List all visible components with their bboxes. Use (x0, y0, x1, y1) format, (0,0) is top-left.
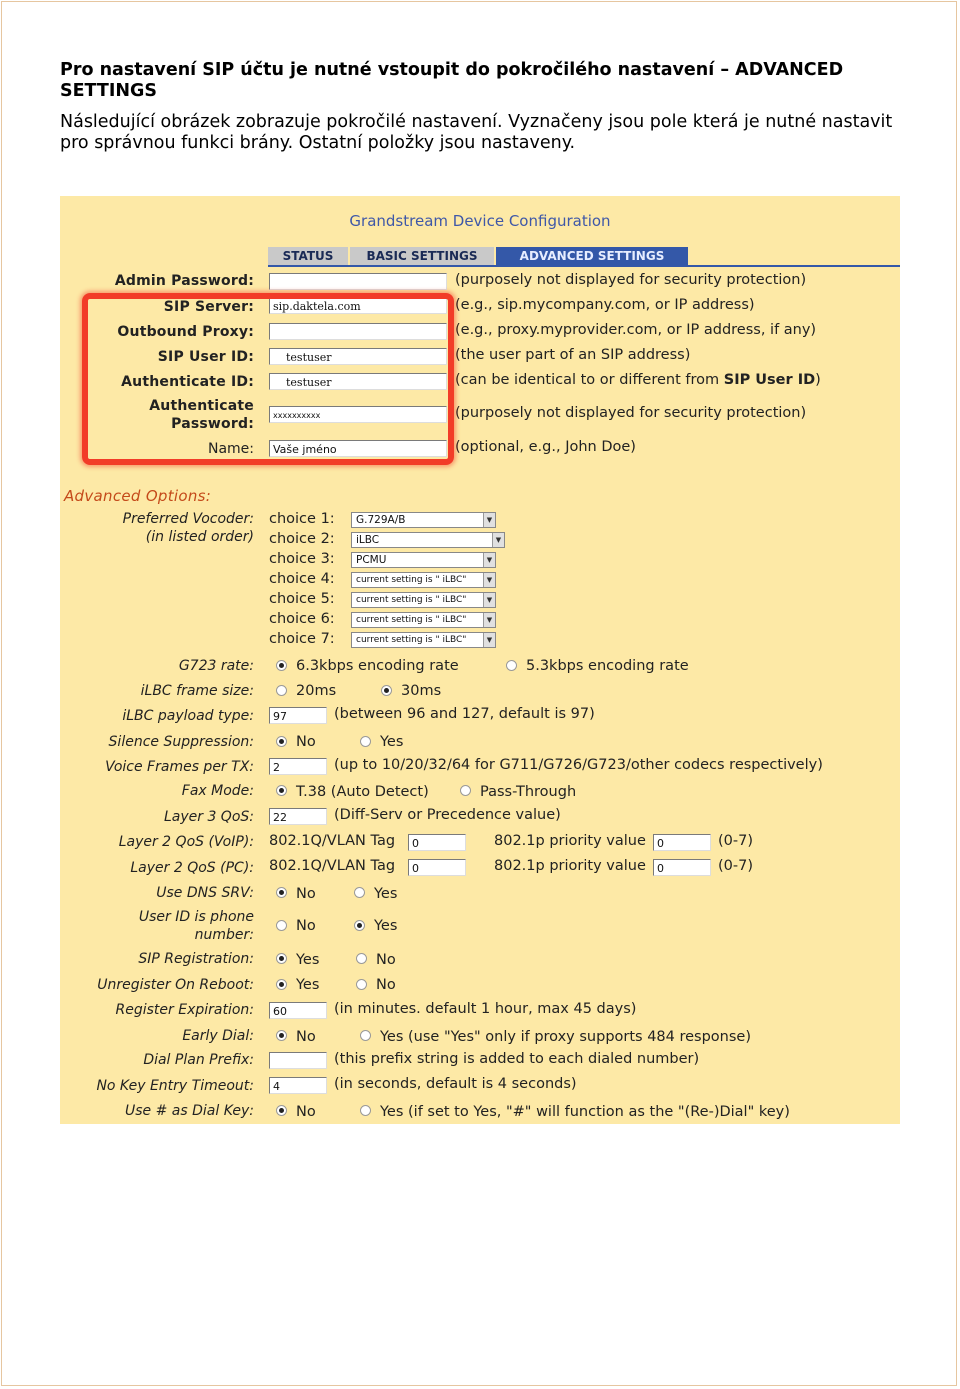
dns-srv-option-no: No (296, 886, 316, 902)
unregister-reboot-label: Unregister On Reboot: (97, 977, 254, 993)
layer2-voip-tag-input[interactable]: 0 (408, 834, 466, 851)
hash-dial-key-radio-yes[interactable] (360, 1105, 371, 1116)
tab-status[interactable]: STATUS (268, 247, 348, 265)
fax-mode-radio-1[interactable] (276, 785, 287, 796)
dial-plan-prefix-hint: (this prefix string is added to each dialed number) (334, 1051, 700, 1067)
choice-6-value: current setting is " iLBC" (356, 615, 467, 625)
authenticate-id-hint-bold: SIP User ID (723, 372, 816, 388)
admin-password-hint: (purposely not displayed for security protection) (455, 272, 807, 288)
ilbc-frame-label: iLBC frame size: (140, 683, 254, 699)
choice-7-label: choice 7: (269, 631, 335, 647)
early-dial-radio-no[interactable] (276, 1030, 287, 1041)
register-expiration-label: Register Expiration: (115, 1002, 254, 1018)
chevron-down-icon: ▼ (483, 513, 495, 527)
g723-rate-option-1: 6.3kbps encoding rate (296, 658, 459, 674)
unregister-reboot-option-yes: Yes (296, 977, 320, 993)
tab-bar (268, 247, 688, 265)
g723-rate-radio-2[interactable] (506, 660, 517, 671)
layer2-pc-tag-label: 802.1Q/VLAN Tag (269, 858, 396, 874)
no-key-timeout-input[interactable]: 4 (269, 1077, 327, 1094)
layer2-pc-priority-label: 802.1p priority value (494, 858, 646, 874)
hash-dial-key-option-yes: Yes (if set to Yes, "#" will function as the "(Re-)Dial" key) (380, 1104, 790, 1120)
dns-srv-label: Use DNS SRV: (156, 885, 254, 901)
hash-dial-key-label: Use # as Dial Key: (125, 1103, 254, 1119)
hash-dial-key-radio-no[interactable] (276, 1105, 287, 1116)
layer2-pc-label: Layer 2 QoS (PC): (130, 860, 254, 876)
layer2-pc-tag-input[interactable]: 0 (408, 859, 466, 876)
tab-basic-settings[interactable]: BASIC SETTINGS (348, 247, 494, 265)
sip-user-id-hint: (the user part of an SIP address) (455, 347, 691, 363)
user-id-phone-label-line2: number: (194, 927, 254, 943)
user-id-phone-label-line1: User ID is phone (138, 909, 254, 925)
voice-frames-label: Voice Frames per TX: (105, 759, 254, 775)
chevron-down-icon: ▼ (492, 533, 504, 547)
layer2-voip-tag-label: 802.1Q/VLAN Tag (269, 833, 396, 849)
early-dial-radio-yes[interactable] (360, 1030, 371, 1041)
outbound-proxy-label: Outbound Proxy: (117, 324, 254, 340)
chevron-down-icon: ▼ (483, 613, 495, 627)
authenticate-id-hint-suffix: ) (815, 372, 821, 388)
intro-section (60, 60, 920, 154)
dial-plan-prefix-input[interactable] (269, 1052, 327, 1069)
register-expiration-input[interactable]: 60 (269, 1002, 327, 1019)
fax-mode-label: Fax Mode: (181, 783, 254, 799)
sip-registration-option-yes: Yes (296, 952, 320, 968)
auth-password-label-line2: Password: (171, 416, 254, 432)
register-expiration-hint: (in minutes. default 1 hour, max 45 days) (334, 1001, 637, 1017)
sip-server-label: SIP Server: (163, 299, 254, 315)
silence-option-no: No (296, 734, 316, 750)
advanced-options-title: Advanced Options: (64, 487, 212, 505)
name-label: Name: (207, 441, 254, 457)
chevron-down-icon: ▼ (483, 553, 495, 567)
g723-rate-option-2: 5.3kbps encoding rate (526, 658, 689, 674)
layer2-pc-priority-input[interactable]: 0 (653, 859, 711, 876)
layer2-voip-priority-label: 802.1p priority value (494, 833, 646, 849)
early-dial-label: Early Dial: (182, 1028, 254, 1044)
auth-password-hint: (purposely not displayed for security protection) (455, 405, 807, 421)
choice-6-label: choice 6: (269, 611, 335, 627)
layer3-qos-label: Layer 3 QoS: (163, 809, 254, 825)
layer2-pc-range: (0-7) (718, 858, 753, 874)
chevron-down-icon: ▼ (483, 633, 495, 647)
early-dial-option-yes: Yes (use "Yes" only if proxy supports 484 response) (380, 1029, 752, 1045)
authenticate-id-hint (455, 372, 821, 388)
authenticate-id-hint-prefix: (can be identical to or different from (455, 372, 724, 388)
tab-underline (268, 265, 900, 267)
ilbc-frame-radio-1[interactable] (276, 685, 287, 696)
layer2-voip-label: Layer 2 QoS (VoIP): (118, 834, 254, 850)
no-key-timeout-hint: (in seconds, default is 4 seconds) (334, 1076, 577, 1092)
unregister-reboot-radio-yes[interactable] (276, 979, 287, 990)
dial-plan-prefix-label: Dial Plan Prefix: (143, 1052, 254, 1068)
silence-radio-no[interactable] (276, 736, 287, 747)
intro-heading: Pro nastavení SIP účtu je nutné vstoupit do pokročilého nastavení – ADVANCED SETTINGS (60, 60, 844, 101)
choice-5-value: current setting is " iLBC" (356, 595, 467, 605)
dns-srv-radio-no[interactable] (276, 887, 287, 898)
layer3-qos-input[interactable]: 22 (269, 808, 327, 825)
outbound-proxy-hint: (e.g., proxy.myprovider.com, or IP address, if any) (455, 322, 817, 338)
auth-password-label-line1: Authenticate (149, 398, 254, 414)
sip-registration-radio-yes[interactable] (276, 953, 287, 964)
choice-1-label: choice 1: (269, 511, 335, 527)
tab-advanced-settings[interactable]: ADVANCED SETTINGS (494, 247, 688, 265)
required-fields-highlight (82, 293, 454, 465)
ilbc-payload-input[interactable]: 97 (269, 707, 327, 724)
choice-2-value: iLBC (356, 534, 380, 546)
ilbc-payload-hint: (between 96 and 127, default is 97) (334, 706, 595, 722)
chevron-down-icon: ▼ (483, 573, 495, 587)
user-id-phone-radio-no[interactable] (276, 920, 287, 931)
ilbc-frame-option-1: 20ms (296, 683, 337, 699)
voice-frames-hint: (up to 10/20/32/64 for G711/G726/G723/other codecs respectively) (334, 757, 823, 773)
g723-rate-radio-1[interactable] (276, 660, 287, 671)
unregister-reboot-option-no: No (376, 977, 396, 993)
config-title: Grandstream Device Configuration (349, 212, 611, 230)
choice-6-select[interactable] (351, 612, 496, 628)
sip-server-hint: (e.g., sip.mycompany.com, or IP address) (455, 297, 755, 313)
authenticate-id-label: Authenticate ID: (121, 374, 254, 390)
fax-mode-option-2: Pass-Through (480, 784, 577, 800)
user-id-phone-option-no: No (296, 918, 316, 934)
choice-5-select[interactable] (351, 592, 496, 608)
dns-srv-radio-yes[interactable] (354, 887, 365, 898)
vocoder-label-line2: (in listed order) (145, 529, 254, 545)
dns-srv-option-yes: Yes (374, 886, 398, 902)
silence-option-yes: Yes (380, 734, 404, 750)
fax-mode-option-1: T.38 (Auto Detect) (296, 784, 429, 800)
sip-user-id-input[interactable]: testuser (269, 348, 447, 365)
layer2-voip-priority-input[interactable]: 0 (653, 834, 711, 851)
choice-4-value: current setting is " iLBC" (356, 575, 467, 585)
name-hint: (optional, e.g., John Doe) (455, 439, 636, 455)
silence-label: Silence Suppression: (108, 734, 254, 750)
name-input[interactable]: Vaše jméno (269, 440, 447, 457)
voice-frames-input[interactable]: 2 (269, 758, 327, 775)
intro-paragraph: Následující obrázek zobrazuje pokročilé nastavení. Vyznačeny jsou pole která je nutné nastavit pro správnou funkci brány. Ostatní položky jsou nastaveny. (60, 112, 893, 153)
fax-mode-radio-2[interactable] (460, 785, 471, 796)
config-screenshot (60, 196, 900, 1124)
sip-server-input[interactable]: sip.daktela.com (269, 297, 447, 314)
user-id-phone-option-yes: Yes (374, 918, 398, 934)
ilbc-frame-radio-2[interactable] (381, 685, 392, 696)
choice-5-label: choice 5: (269, 591, 335, 607)
choice-3-select[interactable] (351, 552, 496, 568)
silence-radio-yes[interactable] (360, 736, 371, 747)
auth-password-input[interactable]: xxxxxxxxxx (269, 406, 447, 423)
choice-7-select[interactable] (351, 632, 496, 648)
sip-user-id-label: SIP User ID: (157, 349, 254, 365)
layer3-qos-hint: (Diff-Serv or Precedence value) (334, 807, 561, 823)
choice-1-value: G.729A/B (356, 514, 406, 526)
unregister-reboot-radio-no[interactable] (356, 979, 367, 990)
sip-registration-radio-no[interactable] (356, 953, 367, 964)
choice-3-label: choice 3: (269, 551, 335, 567)
choice-2-label: choice 2: (269, 531, 335, 547)
choice-4-label: choice 4: (269, 571, 335, 587)
choice-2-select[interactable] (351, 532, 505, 548)
no-key-timeout-label: No Key Entry Timeout: (96, 1078, 254, 1094)
admin-password-label: Admin Password: (114, 273, 254, 289)
g723-rate-label: G723 rate: (178, 658, 254, 674)
chevron-down-icon: ▼ (483, 593, 495, 607)
sip-registration-option-no: No (376, 952, 396, 968)
choice-7-value: current setting is " iLBC" (356, 635, 467, 645)
ilbc-frame-option-2: 30ms (401, 683, 442, 699)
sip-registration-label: SIP Registration: (138, 951, 254, 967)
vocoder-label-line1: Preferred Vocoder: (122, 511, 254, 527)
choice-4-select[interactable] (351, 572, 496, 588)
hash-dial-key-option-no: No (296, 1104, 316, 1120)
early-dial-option-no: No (296, 1029, 316, 1045)
admin-password-input[interactable] (269, 273, 447, 290)
user-id-phone-radio-yes[interactable] (354, 920, 365, 931)
choice-1-select[interactable] (351, 512, 496, 528)
layer2-voip-range: (0-7) (718, 833, 753, 849)
choice-3-value: PCMU (356, 554, 387, 566)
authenticate-id-input[interactable]: testuser (269, 373, 447, 390)
ilbc-payload-label: iLBC payload type: (122, 708, 254, 724)
